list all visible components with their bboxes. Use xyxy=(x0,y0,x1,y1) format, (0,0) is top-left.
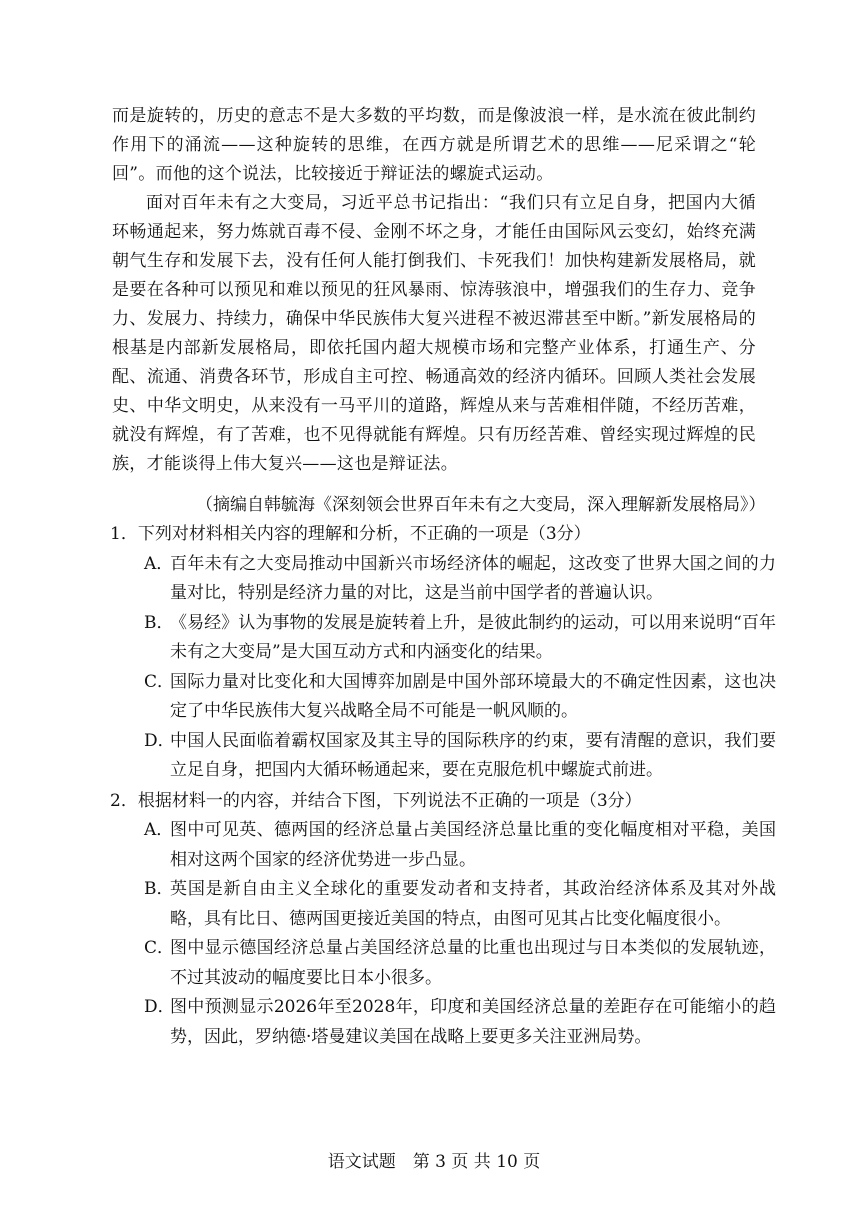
passage-source-citation: （摘编自韩毓海《深刻领会世界百年未有之大变局，深入理解新发展格局》） xyxy=(196,495,766,515)
option-letter: B． xyxy=(144,612,174,633)
question-2-option-a[interactable] xyxy=(144,816,776,875)
option-text: 百年未有之大变局推动中国新兴市场经济体的崛起，这改变了世界大国之间的力量对比，特别是经济力量的对比，这是当前中国学者的普遍认识。 xyxy=(170,553,776,603)
option-letter: C． xyxy=(144,938,175,958)
option-text: 中国人民面临着霸权国家及其主导的国际秩序的约束，要有清醒的意识，我们要立足自身，把国内大循环畅通起来，要在克服危机中螺旋式前进。 xyxy=(170,730,776,780)
option-text: 图中显示德国经济总量占美国经济总量的比重也出现过与日本类似的发展轨迹，不过其波动的幅度要比日本小很多。 xyxy=(170,938,776,988)
question-1-stem: 1．下列对材料相关内容的理解和分析，不正确的一项是（3分） xyxy=(110,524,591,544)
question-1-option-a[interactable] xyxy=(144,550,776,609)
question-2-option-b[interactable] xyxy=(144,875,776,934)
option-text: 图中可见英、德两国的经济总量占美国经济总量比重的变化幅度相对平稳，美国相对这两个国家的经济优势进一步凸显。 xyxy=(170,820,776,870)
question-2-stem: 2．根据材料一的内容，并结合下图，下列说法不正确的一项是（3分） xyxy=(110,790,642,811)
question-2-option-d[interactable] xyxy=(144,993,776,1052)
passage-paragraph-2: 面对百年未有之大变局，习近平总书记指出：“我们只有立足自身，把国内大循环畅通起来，努力炼就百毒不侵、金刚不坏之身，才能任由国际风云变幻，始终充满朝气生存和发展下去，没有任何人能打倒我们、卡死我们！加快构建新发展格局，就是要在各种可以预见和难以预见的狂风暴雨、惊涛骇浪中，增强我们的生存力、竞争力、发展力、持续力，确保中华民族伟大复兴进程不被迟滞甚至中断。”新发展格局的根基是内部新发展格局，即依托国内超大规模市场和完整产业体系，打通生产、分配、流通、消费各环节，形成自主可控、畅通高效的经济内循环。回顾人类社会发展史、中华文明史，从来没有一马平川的道路，辉煌从来与苦难相伴随，不经历苦难，就没有辉煌，有了苦难，也不见得就能有辉煌。只有历经苦难、曾经实现过辉煌的民族，才能谈得上伟大复兴——这也是辩证法。 xyxy=(112,193,756,474)
option-letter: D． xyxy=(144,730,175,751)
option-letter: A． xyxy=(144,820,174,840)
option-text: 图中预测显示2026年至2028年，印度和美国经济总量的差距存在可能缩小的趋势，因此，罗纳德·塔曼建议美国在战略上要更多关注亚洲局势。 xyxy=(170,997,776,1047)
question-2 xyxy=(110,787,776,1053)
option-letter: D． xyxy=(144,997,175,1017)
question-1 xyxy=(110,520,776,786)
option-letter: A． xyxy=(144,553,174,574)
option-letter: B． xyxy=(144,879,174,899)
page-footer: 语文试题 第 3 页 共 10 页 xyxy=(327,1152,541,1172)
passage-paragraph-1: 而是旋转的，历史的意志不是大多数的平均数，而是像波浪一样，是水流在彼此制约作用下的涌流——这种旋转的思维，在西方就是所谓艺术的思维——尼采谓之“轮回”。而他的这个说法，比较接近于辩证法的螺旋式运动。 xyxy=(112,106,756,184)
option-letter: C． xyxy=(144,671,175,692)
option-text: 《易经》认为事物的发展是旋转着上升，是彼此制约的运动，可以用来说明“百年未有之大变局”是大国互动方式和内涵变化的结果。 xyxy=(170,612,776,662)
option-text: 国际力量对比变化和大国博弈加剧是中国外部环境最大的不确定性因素，这也决定了中华民族伟大复兴战略全局不可能是一帆风顺的。 xyxy=(170,671,776,721)
reading-passage xyxy=(112,102,756,479)
question-1-option-b[interactable] xyxy=(144,609,776,668)
question-list xyxy=(110,520,776,1052)
question-1-option-c[interactable] xyxy=(144,668,776,727)
question-1-option-d[interactable] xyxy=(144,727,776,786)
question-2-option-c[interactable] xyxy=(144,934,776,993)
option-text: 英国是新自由主义全球化的重要发动者和支持者，其政治经济体系及其对外战略，具有比日、德两国更接近美国的特点，由图可见其占比变化幅度很小。 xyxy=(170,879,776,929)
